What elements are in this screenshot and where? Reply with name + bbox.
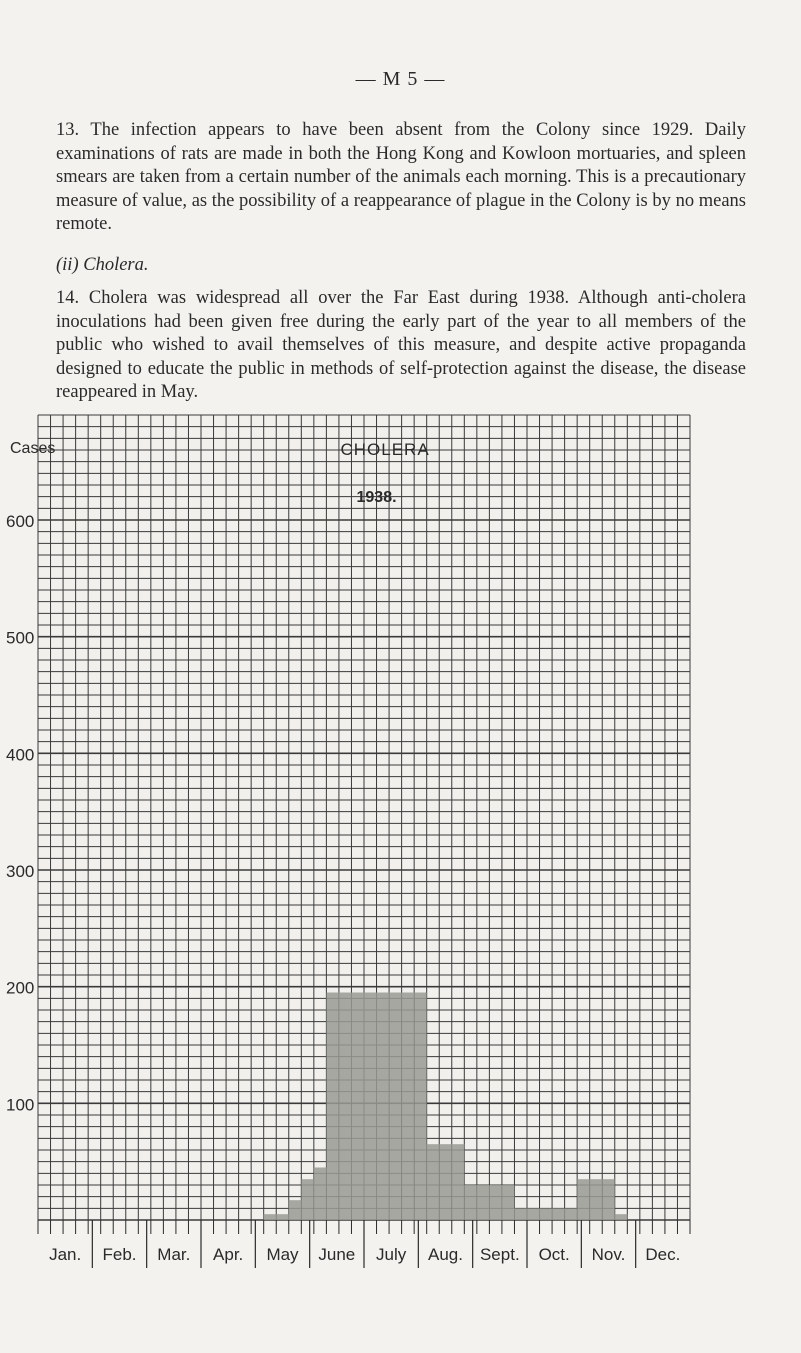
data-bar-week (464, 1185, 477, 1220)
month-label: June (318, 1245, 356, 1264)
data-bar-week (590, 1179, 603, 1220)
data-bar-week (527, 1208, 540, 1220)
data-bar-week (540, 1208, 553, 1220)
y-tick-label: 100 (6, 1095, 35, 1115)
data-bar-week (577, 1179, 590, 1220)
paragraph-14: 14. Cholera was widespread all over the Far East during 1938. Although anti-cholera inoculations had been given free during the early part of the year to all members of the public who wished to avail themselves of this measure, and despite active propaganda designed to educate the public in methods of self-protection against the disease, the disease reappeared in May. (56, 288, 746, 402)
month-label: Sept. (479, 1245, 520, 1264)
month-label: Apr. (213, 1245, 244, 1264)
data-bar-week (452, 1144, 465, 1220)
y-tick-label: 200 (6, 978, 35, 998)
data-bar-week (552, 1208, 565, 1220)
data-bar-week (289, 1200, 302, 1220)
data-bar-week (414, 993, 427, 1221)
data-bar-week (615, 1214, 628, 1220)
month-label: Mar. (157, 1245, 191, 1264)
data-bar-week (439, 1144, 452, 1220)
data-bar-week (364, 993, 377, 1221)
y-tick-label: 400 (6, 745, 35, 765)
data-bar-week (276, 1214, 289, 1220)
y-axis-label: Cases (10, 440, 56, 457)
data-bar-week (326, 993, 339, 1221)
page-number: — M 5 — (355, 68, 446, 90)
data-bar-week (351, 993, 364, 1221)
data-bar-week (502, 1185, 515, 1220)
data-bar-week (602, 1179, 615, 1220)
data-bar-week (314, 1168, 327, 1221)
data-bar-week (427, 1144, 440, 1220)
data-bar-week (377, 993, 390, 1221)
chart-subtitle: 1938. (356, 489, 397, 506)
data-bar-week (402, 993, 415, 1221)
data-bar-week (477, 1185, 490, 1220)
data-bar-week (489, 1185, 502, 1220)
data-bar-week (264, 1214, 277, 1220)
month-label: July (376, 1245, 407, 1264)
data-bar-week (514, 1208, 527, 1220)
month-label: Oct. (538, 1245, 570, 1264)
month-label: Feb. (102, 1245, 137, 1264)
data-bar-week (389, 993, 402, 1221)
month-label: Nov. (591, 1245, 626, 1264)
y-tick-label: 600 (6, 512, 35, 531)
y-tick-label: 500 (6, 628, 35, 648)
section-heading-cholera: (ii) Cholera. (56, 255, 149, 275)
month-label: May (266, 1245, 299, 1264)
month-label: Dec. (645, 1245, 681, 1264)
data-bar-week (339, 993, 352, 1221)
y-tick-label: 300 (6, 862, 35, 881)
paragraph-13: 13. The infection appears to have been absent from the Colony since 1929. Daily examinations of rats are made in both the Hong Kong and Kowloon mortuaries, and spleen smears are taken from a certain number of the animals each morning. This is a precautionary measure of value, as the possibility of a reappearance of plague in the Colony is by no means remote. (56, 120, 746, 234)
month-label: Aug. (428, 1245, 463, 1264)
month-label: Jan. (49, 1245, 82, 1264)
data-bar-week (565, 1208, 578, 1220)
chart-title: CHOLERA (340, 440, 430, 459)
data-bar-week (301, 1179, 314, 1220)
